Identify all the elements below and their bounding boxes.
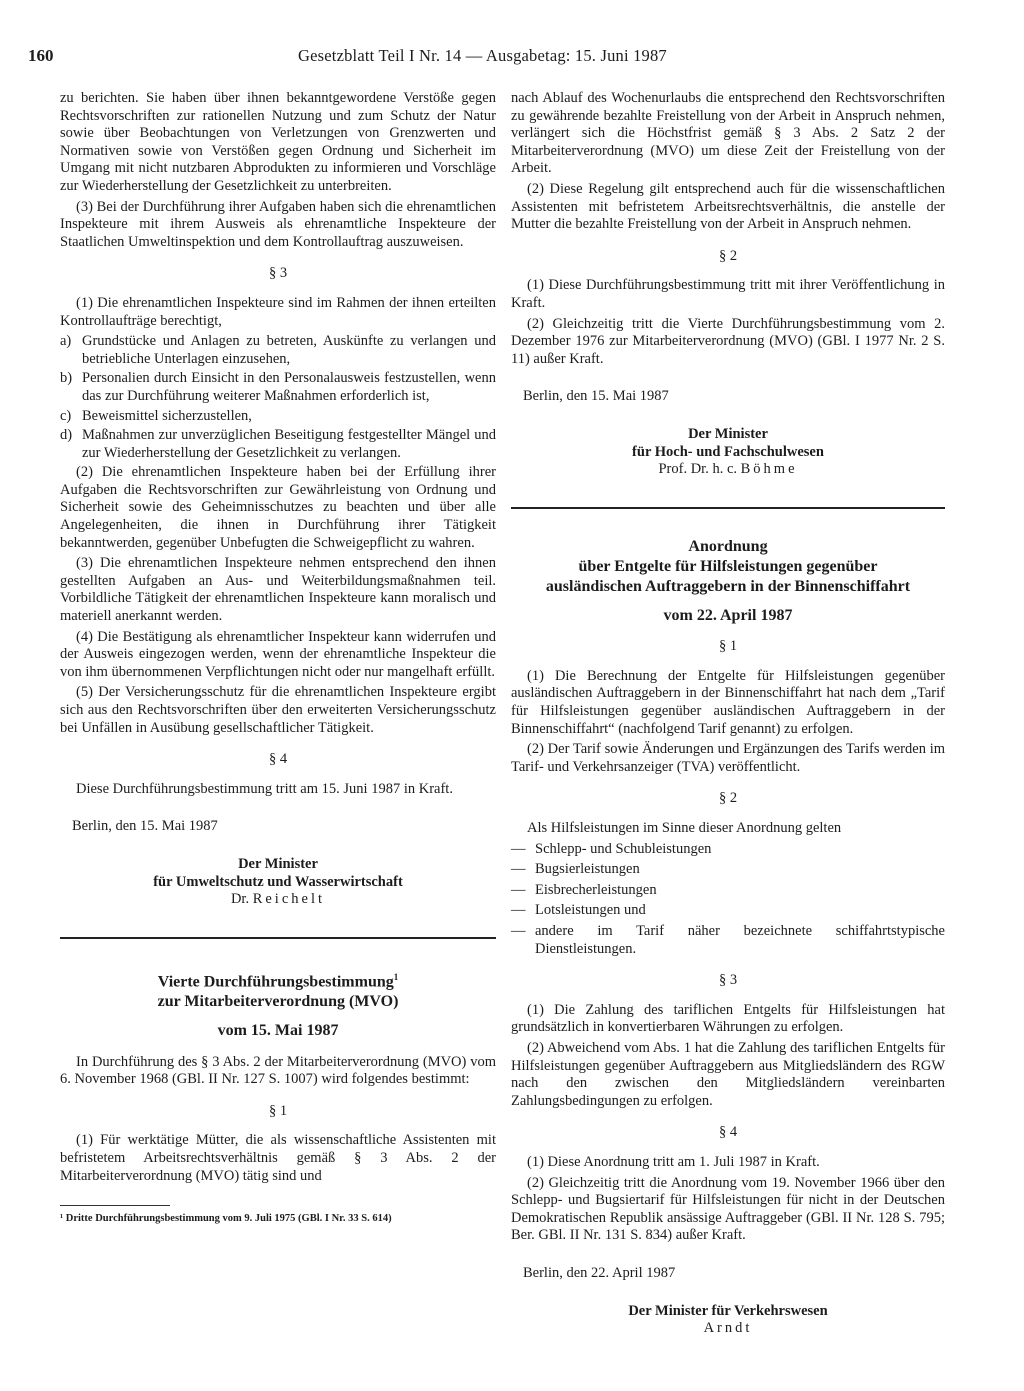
paragraph: (3) Die ehrenamtlichen Inspekteure nehmen entsprechend den ihnen gestellten Aufgaben an Aus- und Weiterbildungsmaßnahmen teil. Vorbildliche Tätigkeit der ehrenamtlichen Inspekteure kann moralisch und materiell anerkannt werden. (60, 555, 496, 625)
document-title-line: zur Mitarbeiterverordnung (MVO) (157, 993, 399, 1011)
list-item-text: Bugsierleistungen (535, 861, 640, 878)
section-divider (511, 507, 945, 509)
list-item-label: — (511, 902, 526, 919)
signatory-name (60, 891, 496, 909)
page-number: 160 (28, 46, 54, 65)
paragraph: (2) Der Tarif sowie Änderungen und Ergänzungen des Tarifs werden im Tarif- und Verkehrsanzeiger (TVA) veröffentlicht. (511, 741, 945, 775)
signatory-title: für Hoch- und Fachschulwesen (632, 443, 824, 460)
section-heading: § 3 (718, 972, 738, 989)
list-item-label: a) (60, 333, 72, 350)
paragraph: (3) Bei der Durchführung ihrer Aufgaben haben sich die ehrenamtlichen Inspekteure mit ihrem Ausweis als ehrenamtliche Inspekteure der Staatlichen Umweltinspektion und dem Kontrollauftrag auszuweisen. (60, 198, 496, 250)
paragraph: (1) Diese Durchführungsbestimmung tritt mit ihrer Veröffentlichung in Kraft. (511, 277, 945, 311)
list-item-text: Personalien durch Einsicht in den Personalausweis festzustellen, wenn das zur Durchführung weiterer Maßnahmen erforderlich ist, (82, 370, 496, 404)
document-date: vom 15. Mai 1987 (217, 1022, 339, 1040)
section-heading: § 1 (268, 1102, 288, 1119)
footnote-divider (60, 1205, 170, 1206)
document-date: vom 22. April 1987 (663, 606, 793, 624)
signatory-title: Der Minister für Verkehrswesen (628, 1302, 828, 1319)
list-item-text: Maßnahmen zur unverzüglichen Beseitigung festgestellter Mängel und zur Wiederherstellung der Gesetzlichkeit zu verlangen. (82, 427, 496, 461)
list-item (60, 408, 496, 426)
paragraph: nach Ablauf des Wochenurlaubs die entsprechend den Rechtsvorschriften zu gewährende bezahlte Freistellung von der Arbeit in Anspruch nehmen, verlängert sich die Höchstfrist gemäß § 3 Abs. 2 Satz 2 der Mitarbeiterverordnung (MVO) um diese Zeit der Freistellung von der Arbeit. (511, 90, 945, 177)
place-date: Berlin, den 15. Mai 1987 (72, 818, 218, 835)
paragraph: (2) Die ehrenamtlichen Inspekteure haben bei der Erfüllung ihrer Aufgaben die Rechtsvorschriften zur Gewährleistung von Ordnung und Sicherheit sowie des Geheimnisschutzes zu beachten und über alle Angelegenheiten, die ihnen in Durchführung ihrer Tätigkeit bekanntwerden, gegenüber Unbefugten die Schweigepflicht zu wahren. (60, 464, 496, 551)
list-item-label: c) (60, 407, 72, 424)
paragraph: In Durchführung des § 3 Abs. 2 der Mitarbeiterverordnung (MVO) vom 6. November 1968 (GBl. II Nr. 127 S. 1007) wird folgendes bestimmt: (60, 1053, 496, 1088)
paragraph: (2) Diese Regelung gilt entsprechend auch für die wissenschaftlichen Assistenten mit befristetem Arbeitsrechtsverhältnis, die anstelle der Mutter die bezahlte Freistellung von der Arbeit in Anspruch nehmen. (511, 180, 945, 233)
paragraph: (1) Für werktätige Mütter, die als wissenschaftliche Assistenten mit befristetem Arbeitsrechtsverhältnis gemäß § 3 Abs. 2 der Mitarbeiterverordnung (MVO) tätig sind und (60, 1132, 496, 1184)
paragraph: zu berichten. Sie haben über ihnen bekanntgewordene Verstöße gegen Rechtsvorschriften zur rationellen Nutzung und zum Schutz der Natur sowie über Beobachtungen von Verletzungen von Grenzwerten und Normativen sowie von Verstößen gegen Ordnung und Sicherheit im Umgang mit nicht nutzbaren Abprodukten zu informieren und Vorschläge zur Wiederherstellung der Gesetzlichkeit zu unterbreiten. (60, 90, 496, 194)
paragraph: (2) Gleichzeitig tritt die Anordnung vom 19. November 1966 über den Schlepp- und Bugsiertarif für Hilfsleistungen für nicht in der Deutschen Demokratischen Republik ansässige Auftraggeber (GBl. II Nr. 128 S. 795; Ber. GBl. II Nr. 131 S. 834) außer Kraft. (511, 1174, 945, 1244)
section-heading: § 4 (718, 1124, 738, 1141)
paragraph: (5) Der Versicherungsschutz für die ehrenamtlichen Inspekteure ergibt sich aus den Rechtsvorschriften über den erweiterten Versicherungsschutz bei Unfällen in Ausübung gesellschaftlicher Tätigkeit. (60, 684, 496, 736)
list-item (60, 370, 496, 405)
list-item (511, 841, 945, 859)
paragraph: (4) Die Bestätigung als ehrenamtlicher Inspekteur kann widerrufen und der Ausweis eingezogen werden, wenn der ehrenamtliche Inspekteur die von ihm übernommenen Verpflichtungen nicht oder nur mangelhaft erfüllt. (60, 628, 496, 680)
section-divider (60, 937, 496, 939)
list-item-label: b) (60, 370, 73, 387)
section-heading: § 3 (268, 265, 288, 282)
place-date: Berlin, den 15. Mai 1987 (523, 388, 669, 405)
paragraph: (1) Die Zahlung des tariflichen Entgelts für Hilfsleistungen hat grundsätzlich in konvertierbaren Währungen zu erfolgen. (511, 1001, 945, 1036)
signatory-surname: Arndt (703, 1320, 753, 1337)
paragraph: (2) Abweichend vom Abs. 1 hat die Zahlung des tariflichen Entgelts für Hilfsleistungen gegenüber Auftraggebern aus Mitgliedsländern des RGW nach den zwischen den Mitgliedsländern vereinbarten Zahlungsbedingungen zu erfolgen. (511, 1039, 945, 1109)
list-item-text: Schlepp- und Schubleistungen (535, 840, 712, 857)
document-title-line: Anordnung (688, 537, 768, 555)
document-title-line: ausländischen Auftraggebern in der Binnenschiffahrt (545, 577, 911, 595)
list-item (60, 427, 496, 462)
signatory-name (511, 461, 945, 479)
list-item (511, 902, 945, 920)
section-heading: § 2 (718, 247, 738, 264)
paragraph: Diese Durchführungsbestimmung tritt am 15. Juni 1987 in Kraft. (76, 780, 453, 797)
list-item (511, 861, 945, 879)
running-head: Gesetzblatt Teil I Nr. 14 — Ausgabetag: 15. Juni 1987 (298, 46, 667, 65)
footnote: ¹ Dritte Durchführungsbestimmung vom 9. Juli 1975 (GBl. I Nr. 33 S. 614) (60, 1213, 392, 1225)
signatory-prefix: Prof. Dr. h. c. (658, 461, 738, 478)
paragraph: Als Hilfsleistungen im Sinne dieser Anordnung gelten (527, 820, 842, 837)
left-column (60, 90, 496, 1228)
right-column (511, 90, 945, 1338)
page-header (28, 46, 990, 74)
paragraph: (1) Die Berechnung der Entgelte für Hilfsleistungen gegenüber ausländischen Auftraggebern in der Binnenschiffahrt hat nach dem „Tarif für Hilfsleistungen gegenüber ausländischen Auftraggebern in der Binnenschiffahrt“ (nachfolgend Tarif genannt) zu erfolgen. (511, 667, 945, 737)
list-item-text: Beweismittel sicherzustellen, (82, 407, 252, 424)
paragraph: (1) Diese Anordnung tritt am 1. Juli 1987 in Kraft. (527, 1153, 820, 1170)
signatory-title: Der Minister (238, 855, 318, 872)
list-item-label: — (511, 840, 526, 857)
list-item-label: — (511, 861, 526, 878)
signatory-surname: Böhme (740, 461, 798, 478)
list-item-text: Lotsleistungen und (535, 902, 646, 919)
paragraph: (1) Die ehrenamtlichen Inspekteure sind im Rahmen der ihnen erteilten Kontrollaufträge berechtigt, (60, 294, 496, 329)
signatory-title: Der Minister (688, 425, 768, 442)
list-item-text: Grundstücke und Anlagen zu betreten, Auskünfte zu verlangen und betriebliche Unterlagen einzusehen, (82, 333, 496, 367)
section-heading: § 4 (268, 751, 288, 768)
signatory-surname: Reichelt (252, 891, 326, 908)
document-title (60, 967, 496, 992)
document-title-line: über Entgelte für Hilfsleistungen gegenüber (578, 557, 878, 575)
section-heading: § 2 (718, 790, 738, 807)
list-item-text: andere im Tarif näher bezeichnete schiffahrtstypische Dienstleistungen. (535, 923, 945, 957)
footnote-marker: 1 (393, 971, 399, 982)
list-item (511, 923, 945, 958)
list-item-label: d) (60, 427, 73, 444)
list-item-text: Eisbrecherleistungen (535, 881, 657, 898)
signatory-title: für Umweltschutz und Wasserwirtschaft (153, 873, 403, 890)
document-title-line: Vierte Durchführungsbestimmung (157, 973, 394, 991)
list-item-label: — (511, 881, 526, 898)
paragraph: (2) Gleichzeitig tritt die Vierte Durchführungsbestimmung vom 2. Dezember 1976 zur Mitarbeiterverordnung (MVO) (GBl. I 1977 Nr. 2 S. 11) außer Kraft. (511, 315, 945, 367)
list-item (60, 333, 496, 368)
list-item-label: — (511, 923, 526, 939)
section-heading: § 1 (718, 638, 738, 655)
place-date: Berlin, den 22. April 1987 (523, 1264, 676, 1281)
signatory-prefix: Dr. (230, 891, 250, 908)
list-item (511, 882, 945, 900)
